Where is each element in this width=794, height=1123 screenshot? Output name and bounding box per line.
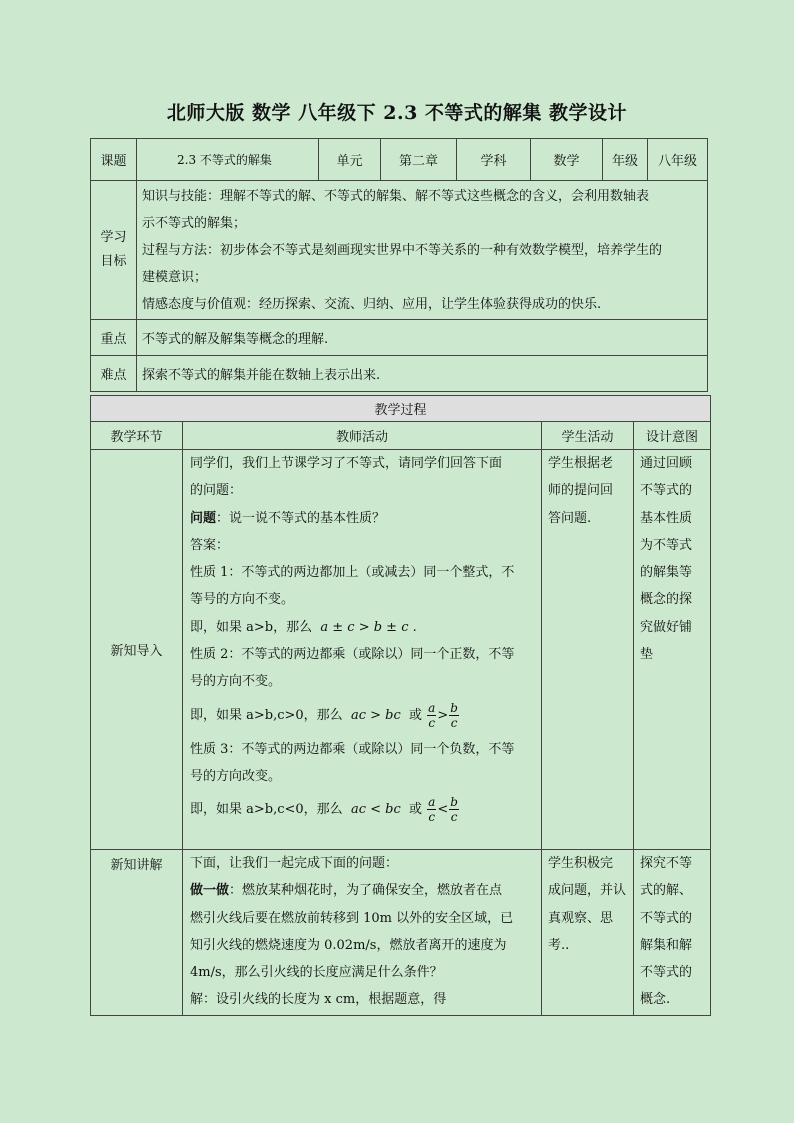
fraction: $\frac{a}{c}$	[428, 795, 436, 825]
formula: ac < bc	[350, 802, 401, 818]
objectives-text	[137, 181, 708, 320]
objectives-label: 学习 目标	[91, 181, 137, 320]
objective-line: 知识与技能：理解不等式的解、不等式的解集、解不等式这些概念的含义，会利用数轴表	[142, 188, 650, 204]
objective-line: 示不等式的解集；	[142, 215, 247, 231]
fraction: $\frac{a}{c}$	[428, 700, 436, 730]
key-point-text: 不等式的解及解集等概念的理解.	[137, 320, 708, 356]
process-table	[90, 395, 711, 1016]
difficulty-text: 探索不等式的解集并能在数轴上表示出来.	[137, 356, 708, 392]
question-label: 问题	[190, 510, 217, 526]
difficulty-label: 难点	[91, 356, 137, 392]
fraction: $\frac{b}{c}$	[450, 700, 458, 730]
intro-design-intent: 通过回顾 不等式的 基本性质 为不等式 的解集等 概念的探 究做好铺 垫	[634, 450, 711, 850]
unit-value: 第二章	[381, 139, 457, 181]
objective-line: 过程与方法：初步体会不等式是刻画现实世界中不等关系的一种有效数学模型，培养学生的	[142, 242, 663, 258]
col-stage: 教学环节	[91, 422, 183, 450]
subject-label: 学科	[457, 139, 531, 181]
lesson-info-table	[90, 138, 708, 392]
topic-label: 课题	[91, 139, 137, 181]
lecture-teacher-activity: 下面，让我们一起完成下面的问题： 做一做：燃放某种烟花时，为了确保安全，燃放者在点 燃引火线后要在燃放前转移到 10m 以外的安全区域，已 知引火线的燃烧速度为 0.02m/s，燃放者离开的速度为 4m/s，那么引火线的长度应满足什么条件？ 解：设引火线的长度为 x cm，根据题意，得	[183, 850, 542, 1016]
subject-value: 数学	[531, 139, 603, 181]
intro-stage: 新知导入	[91, 450, 183, 850]
intro-student-activity: 学生根据老 师的提问回 答问题.	[542, 450, 634, 850]
grade-value: 八年级	[648, 139, 708, 181]
grade-label: 年级	[603, 139, 648, 181]
lecture-stage: 新知讲解	[91, 850, 183, 1016]
col-intent: 设计意图	[634, 422, 711, 450]
process-heading: 教学过程	[91, 396, 711, 422]
key-point-label: 重点	[91, 320, 137, 356]
col-teacher: 教师活动	[183, 422, 542, 450]
activity-label: 做一做	[190, 883, 230, 899]
fraction: $\frac{b}{c}$	[450, 795, 458, 825]
formula: a ± c > b ± c .	[320, 619, 417, 635]
page-title: 北师大版 数学 八年级下 2.3 不等式的解集 教学设计	[166, 102, 628, 124]
lecture-student-activity: 学生积极完 成问题，并认 真观察、思 考..	[542, 850, 634, 1016]
col-student: 学生活动	[542, 422, 634, 450]
lecture-design-intent: 探究不等 式的解、 不等式的 解集和解 不等式的 概念.	[634, 850, 711, 1016]
objective-line: 建模意识；	[142, 269, 208, 285]
topic-value: 2.3 不等式的解集	[137, 139, 319, 181]
intro-teacher-activity: 同学们，我们上节课学习了不等式，请同学们回答下面 的问题： 问题：说一说不等式的基本性质？ 答案： 性质 1：不等式的两边都加上（或减去）同一个整式，不 等号的方向不变。 即，如果 a>b，那么 a ± c > b ± c . 性质 2：不等式的两边都乘（或除以）同一个正数，不等 号的方向不变。 即，如果 a>b,c>0，那么 ac > bc 或 $\frac{a}{c}$ > $\frac{b}{c}$ 性质 3：不等式的两边都乘（或除以）同一个负数，不等 号的方向改变。 即，如果 a>b,c<0，那么 ac < bc 或 $\frac{a}{c}$ < $\frac{b}{c}$	[183, 450, 542, 850]
unit-label: 单元	[319, 139, 381, 181]
formula: ac > bc	[350, 707, 401, 723]
objective-line: 情感态度与价值观：经历探索、交流、归纳、应用，让学生体验获得成功的快乐.	[142, 296, 602, 312]
